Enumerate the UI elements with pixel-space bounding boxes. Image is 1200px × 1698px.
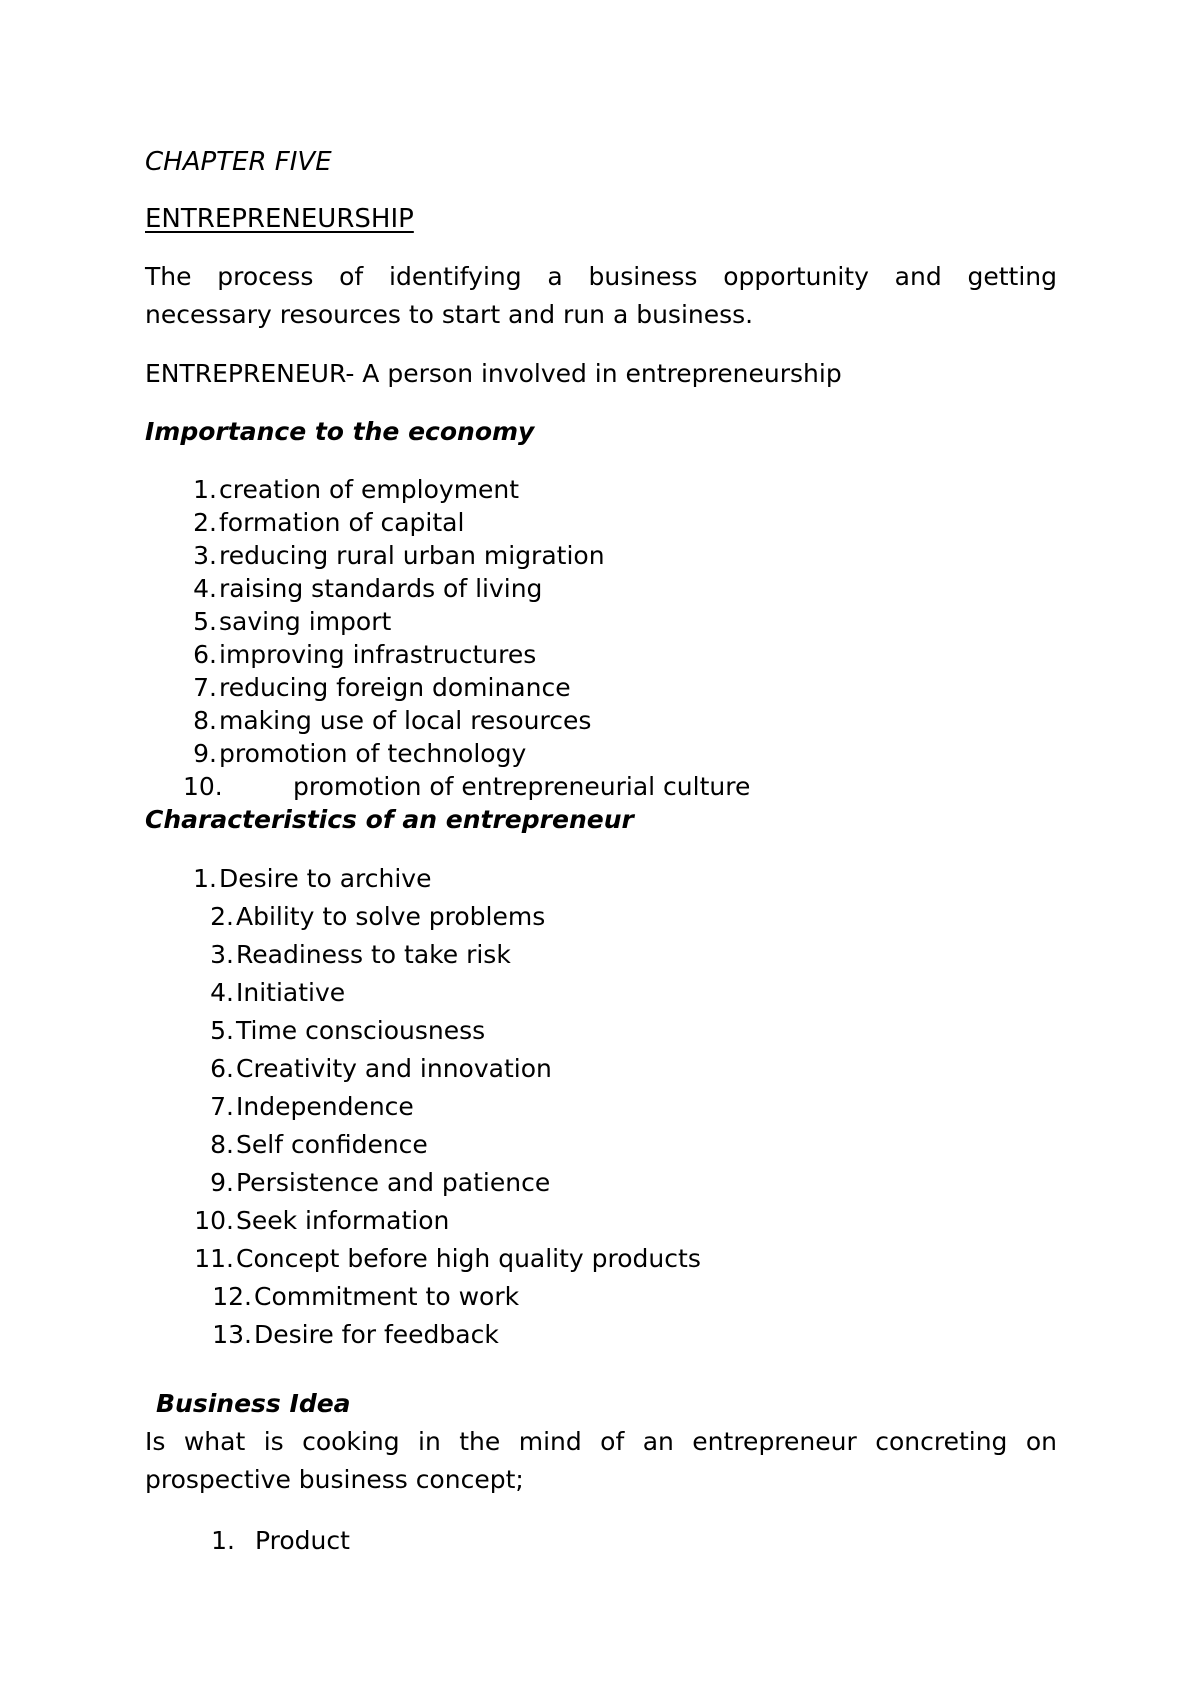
list-number: 12. — [212, 1282, 252, 1311]
definition-line-2: necessary resources to start and run a business. — [145, 300, 754, 329]
list-number: 8. — [193, 706, 217, 735]
list-text: Desire to archive — [219, 864, 432, 893]
list-text: Concept before high quality products — [236, 1244, 701, 1273]
list-number: 4. — [210, 978, 234, 1007]
list-text: Persistence and patience — [236, 1168, 551, 1197]
list-number: 9. — [193, 739, 217, 768]
list-text: Self confidence — [236, 1130, 428, 1159]
list-text: promotion of technology — [219, 739, 527, 768]
list-number: 3. — [193, 541, 217, 570]
entrepreneur-definition: ENTREPRENEUR- A person involved in entrepreneurship — [145, 359, 842, 388]
list-number: 5. — [193, 607, 217, 636]
list-text: reducing rural urban migration — [219, 541, 605, 570]
list-number: 6. — [193, 640, 217, 669]
list-text: reducing foreign dominance — [219, 673, 571, 702]
list-number: 10. — [194, 1206, 234, 1235]
list-text: Time consciousness — [236, 1016, 486, 1045]
list-number: 6. — [210, 1054, 234, 1083]
list-text: Independence — [236, 1092, 414, 1121]
list-text: making use of local resources — [219, 706, 592, 735]
list-text: Commitment to work — [254, 1282, 520, 1311]
list-number: 2. — [193, 508, 217, 537]
business-idea-line-2: prospective business concept; — [145, 1465, 524, 1494]
list-text: Seek information — [236, 1206, 450, 1235]
list-number: 3. — [210, 940, 234, 969]
list-text: Initiative — [236, 978, 346, 1007]
list-text: improving infrastructures — [219, 640, 537, 669]
list-number: 10. — [183, 772, 223, 801]
list-text: Product — [255, 1526, 350, 1555]
list-number: 8. — [210, 1130, 234, 1159]
list-number: 9. — [210, 1168, 234, 1197]
chapter-title: CHAPTER FIVE — [145, 147, 332, 177]
list-text: saving import — [219, 607, 392, 636]
list-number: 13. — [212, 1320, 252, 1349]
list-text: promotion of entrepreneurial culture — [293, 772, 751, 801]
list-text: raising standards of living — [219, 574, 543, 603]
list-text: Desire for feedback — [254, 1320, 499, 1349]
list-number: 4. — [193, 574, 217, 603]
list-number: 7. — [210, 1092, 234, 1121]
list-number: 2. — [210, 902, 234, 931]
list-text: Ability to solve problems — [236, 902, 546, 931]
list-number: 1. — [211, 1526, 235, 1555]
list-number: 5. — [210, 1016, 234, 1045]
business-idea-line-1: Is what is cooking in the mind of an entrepreneur concreting on — [145, 1427, 1057, 1456]
list-number: 1. — [193, 864, 217, 893]
list-number: 1. — [193, 475, 217, 504]
list-text: Readiness to take risk — [236, 940, 511, 969]
main-heading: ENTREPRENEURSHIP — [145, 204, 414, 234]
characteristics-heading: Characteristics of an entrepreneur — [145, 805, 634, 834]
list-number: 11. — [194, 1244, 234, 1273]
business-idea-heading: Business Idea — [156, 1389, 351, 1418]
list-number: 7. — [193, 673, 217, 702]
list-text: creation of employment — [219, 475, 520, 504]
list-text: Creativity and innovation — [236, 1054, 552, 1083]
importance-heading: Importance to the economy — [145, 417, 535, 446]
list-text: formation of capital — [219, 508, 465, 537]
definition-line-1: The process of identifying a business opportunity and getting — [145, 262, 1057, 291]
